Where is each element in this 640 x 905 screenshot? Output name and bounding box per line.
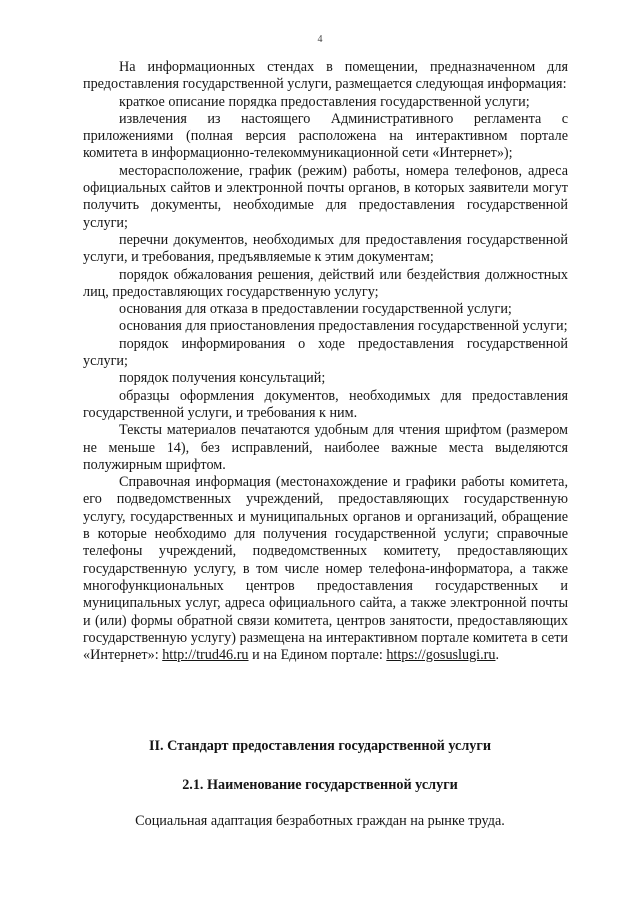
reference-text: Справочная информация (местонахождение и графики работы комитета, его подведомственных учреждений, предоставляющих государственную услугу, государственных и муниципальных органов и организаций, обращение в которые необходимо для получения государственной услуги; справочные телефоны учреждений, подведомственных комитету, предоставляющих государственную услугу, в том числе номер телефона-информатора, а также многофункциональных центров предоставления государственных и муниципальных услуг, адреса официального сайта, а также электронной почты и (или) формы обратной связи комитета, центров занятости, предоставляющих государственную услугу) размещена на интерактивном портале комитета в сети «Интернет»:	[83, 474, 568, 664]
service-name-text: Социальная адаптация безработных граждан на рынке труда.	[135, 813, 505, 829]
list-item: месторасположение, график (режим) работы, номера телефонов, адреса официальных сайтов и электронной почты органов, в которых заявители могут получить документы, необходимые для предоставления государственной услуги;	[83, 162, 568, 231]
list-item: основания для приостановления предоставления государственной услуги;	[119, 318, 568, 335]
trud46-link[interactable]: http://trud46.ru	[162, 647, 249, 664]
subsection-heading: 2.1. Наименование государственной услуги	[182, 777, 458, 793]
list-item: перечни документов, необходимых для предоставления государственной услуги, и требования, предъявляемые к этим документам;	[83, 231, 568, 266]
list-item: порядок информирования о ходе предоставления государственной услуги;	[83, 335, 568, 370]
list-item: основания для отказа в предоставлении государственной услуги;	[119, 301, 512, 318]
list-item: извлечения из настоящего Административного регламента с приложениями (полная версия расположена на интерактивном портале комитета в информационно-телекоммуникационной сети «Интернет»);	[83, 110, 568, 162]
page-number: 4	[317, 34, 323, 45]
list-item: образцы оформления документов, необходимых для предоставления государственной услуги, и требования к ним.	[83, 387, 568, 421]
list-item: порядок обжалования решения, действий или бездействия должностных лиц, предоставляющих государственную услугу;	[83, 266, 568, 300]
reference-end-text: .	[495, 647, 500, 664]
gosuslugi-link[interactable]: https://gosuslugi.ru	[386, 647, 496, 664]
list-item: порядок получения консультаций;	[119, 370, 326, 387]
reference-paragraph	[83, 474, 568, 664]
section-heading: II. Стандарт предоставления государственной услуги	[148, 738, 492, 754]
document-body	[83, 59, 568, 664]
texts-paragraph: Тексты материалов печатаются удобным для чтения шрифтом (размером не меньше 14), без исправлений, наиболее важные места выделяются полужирным шрифтом.	[83, 422, 568, 473]
reference-middle-text: и на Едином портале:	[248, 647, 387, 664]
intro-paragraph: На информационных стендах в помещении, предназначенном для предоставления государственной услуги, размещается следующая информация:	[83, 59, 568, 93]
list-item: краткое описание порядка предоставления государственной услуги;	[119, 93, 530, 110]
